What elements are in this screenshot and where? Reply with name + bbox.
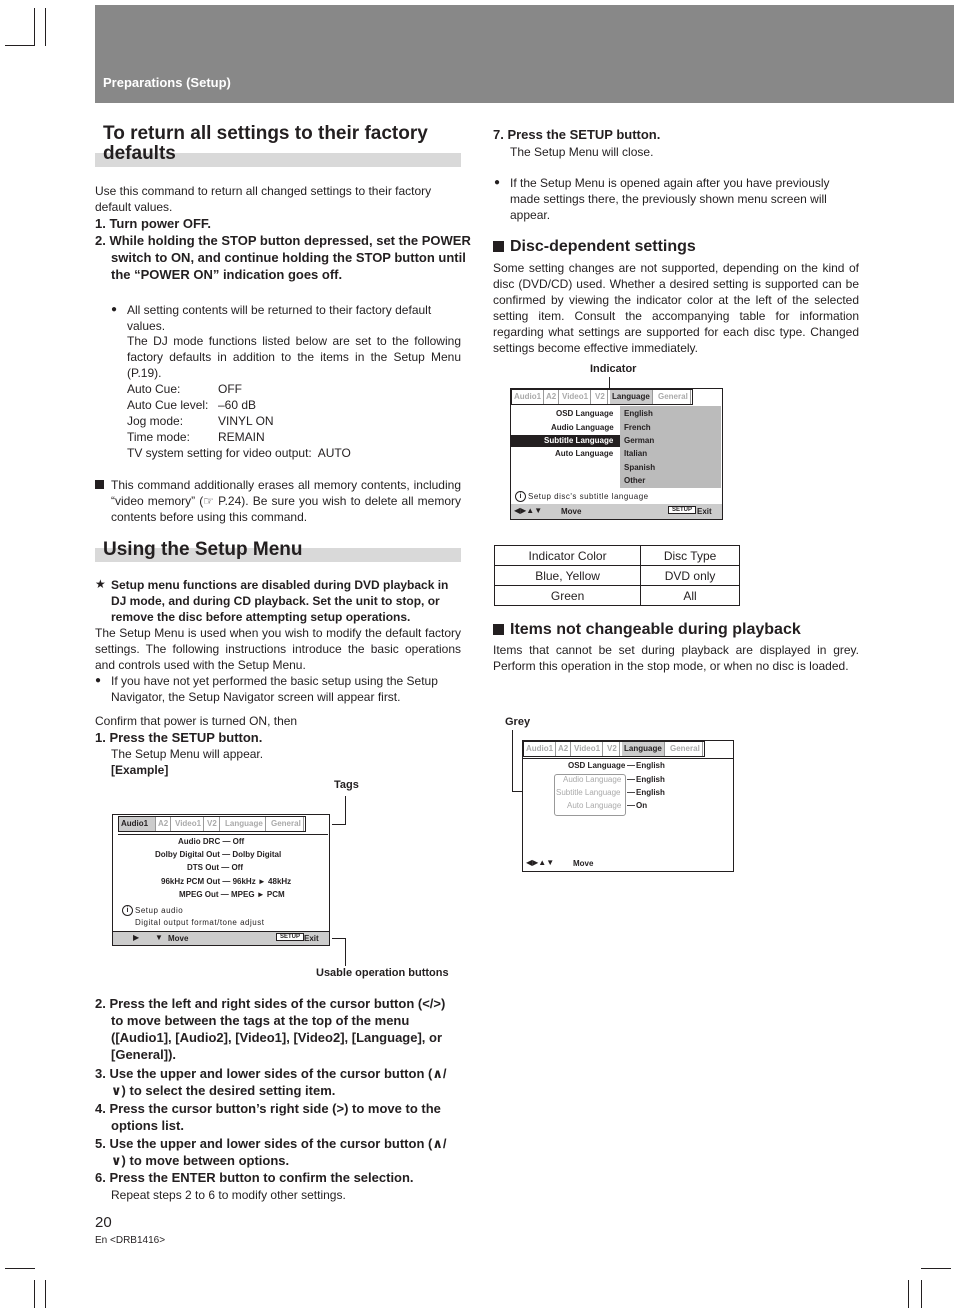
setting-value: English [636, 761, 665, 770]
indicator-disc-table [494, 545, 740, 606]
setting-value: English [636, 788, 665, 797]
table-cell: Green [495, 586, 641, 606]
tab-audio1[interactable]: Audio1 [119, 817, 156, 831]
crop-mark [5, 1268, 35, 1269]
indicator-label: Indicator [590, 363, 637, 375]
tab-video1[interactable]: Video1 [173, 817, 204, 831]
factory-title-line1: To return all settings to their factory [103, 123, 428, 144]
default-value: –60 dB [218, 398, 257, 412]
tab-audio2[interactable]: A2 [556, 742, 571, 756]
language-menu-screen [510, 388, 723, 520]
factory-intro: Use this command to return all changed settings to their factory default values. [95, 184, 432, 214]
tab-language[interactable]: Language [223, 817, 266, 831]
crop-mark [908, 1280, 909, 1308]
tab-video2[interactable]: V2 [605, 742, 620, 756]
setting-value: English [636, 775, 665, 784]
usable-buttons-label: Usable operation buttons [316, 967, 449, 979]
setting-item[interactable]: Auto Language [555, 449, 614, 458]
tab-audio2[interactable]: A2 [156, 817, 171, 831]
setting-item[interactable]: OSD Language [568, 761, 626, 770]
grey-items-screen [522, 740, 734, 872]
setup-step1-sub: The Setup Menu will appear. [111, 747, 264, 761]
table-row [495, 566, 740, 586]
setup-button-icon: SETUP [276, 933, 304, 941]
option-item[interactable]: German [624, 436, 655, 445]
tab-video2[interactable]: V2 [593, 390, 608, 404]
tab-video1[interactable]: Video1 [560, 390, 591, 404]
right-bullet: ● If the Setup Menu is opened again after you have previously made settings there, the previously shown menu screen will appear. [510, 175, 860, 223]
items-not-changeable-title [493, 621, 801, 639]
tab-general[interactable]: General [668, 742, 703, 756]
callout-line [512, 730, 513, 791]
tab-language[interactable]: Language [610, 390, 653, 404]
right-arrow-icon: ▶ [133, 933, 140, 942]
callout-line [332, 938, 346, 939]
setup-step3: 3. Use the upper and lower sides of the cursor button (∧/∨) to select the desired setting item. [95, 1066, 447, 1098]
table-header-row [495, 546, 740, 566]
option-item[interactable]: Italian [624, 449, 648, 458]
default-key: Time mode: [127, 430, 190, 444]
items-text: Items that cannot be set during playback are displayed in grey. Perform this operation in the stop mode, or when no disc is loaded. [493, 643, 859, 673]
option-item[interactable]: English [624, 409, 653, 418]
tab-bar [118, 816, 306, 832]
crop-mark [34, 8, 35, 46]
info-text: Setup disc's subtitle language [528, 492, 649, 501]
setting-row[interactable]: Dolby Digital Out — Dolby Digital [155, 850, 282, 859]
crop-mark [34, 1280, 35, 1308]
table-row [495, 586, 740, 606]
exit-label: Exit [697, 507, 712, 516]
note-square-icon [95, 480, 104, 489]
square-bullet-icon [493, 624, 504, 635]
setup-step6-sub: Repeat steps 2 to 6 to modify other settings. [111, 1188, 346, 1202]
info-icon: i [122, 905, 133, 916]
value-dash: — [627, 801, 635, 810]
default-row [127, 429, 351, 445]
divider [118, 834, 328, 835]
setting-item[interactable]: Audio Language [551, 423, 614, 432]
callout-line [332, 824, 346, 825]
option-item[interactable]: Spanish [624, 463, 656, 472]
default-key: Jog mode: [127, 414, 184, 428]
factory-bullet: ● All setting contents will be returned to their factory default values. [127, 302, 461, 334]
step7: 7. Press the SETUP button. [493, 127, 661, 142]
setting-row[interactable]: Audio DRC — Off [178, 837, 245, 846]
tab-video2[interactable]: V2 [205, 817, 220, 831]
option-item[interactable]: French [624, 423, 651, 432]
default-value: REMAIN [218, 430, 265, 444]
cursor-arrows-icon: ◀▶▲▼ [526, 858, 555, 867]
setting-row[interactable]: MPEG Out — MPEG ► PCM [179, 890, 285, 899]
section-label: Preparations (Setup) [103, 75, 231, 90]
table-header-cell: Indicator Color [495, 546, 641, 566]
tab-video1[interactable]: Video1 [572, 742, 603, 756]
default-key: Auto Cue: [127, 382, 181, 396]
setting-item[interactable]: OSD Language [556, 409, 614, 418]
factory-step2: 2. While holding the STOP button depressed, set the POWER switch to ON, and continue holding the STOP button until the “POWER ON” indication goes off. [95, 233, 471, 282]
tab-general[interactable]: General [269, 817, 304, 831]
factory-title-line2: defaults [103, 143, 176, 164]
setup-step4: 4. Press the cursor button’s right side (>) to move to the options list. [95, 1101, 441, 1133]
cursor-arrows-icon: ◀▶▲▼ [514, 506, 543, 515]
table-cell: Blue, Yellow [495, 566, 641, 586]
square-bullet-icon [493, 241, 504, 252]
items-title-text: Items not changeable during playback [510, 621, 801, 638]
info-icon: i [515, 491, 526, 502]
default-row [127, 397, 351, 413]
table-cell: All [641, 586, 740, 606]
setup-step6: 6. Press the ENTER button to confirm the selection. [95, 1170, 414, 1185]
default-value: OFF [218, 382, 242, 396]
info-line-1: Setup audio [135, 906, 184, 915]
value-dash: — [627, 761, 635, 770]
disc-title-text: Disc-dependent settings [510, 238, 696, 255]
default-key: Auto Cue level: [127, 398, 209, 412]
setting-item-grey[interactable]: Subtitle Language [556, 788, 621, 797]
defaults-list [127, 381, 351, 461]
tab-general[interactable]: General [656, 390, 691, 404]
setting-item-selected[interactable]: Subtitle Language [544, 436, 614, 445]
tab-audio1[interactable]: Audio1 [512, 390, 544, 404]
move-label: Move [561, 507, 582, 516]
setup-step2: 2. Press the left and right sides of the cursor button (</>) to move between the tags at the top of the menu ([Audio1], [Audio2], [Video1], [Video2], [Language], or [General]). [95, 996, 446, 1062]
crop-mark [45, 1280, 46, 1308]
down-arrow-icon: ▼ [155, 933, 163, 942]
grey-label: Grey [505, 716, 531, 728]
dj-text: The DJ mode functions listed below are set to the following factory defaults in addition to the items in the Setup Menu (P.19). [127, 334, 461, 380]
doc-code: En <DRB1416> [95, 1235, 166, 1246]
crop-mark [921, 1268, 951, 1269]
setup-title: Using the Setup Menu [103, 539, 303, 560]
page-number: 20 [95, 1214, 112, 1231]
value-dash: — [627, 788, 635, 797]
crop-mark [921, 1280, 922, 1308]
setup-star-note: Setup menu functions are disabled during DVD playback in DJ mode, and during CD playback. Set the unit to stop, or remove the disc before attempting setup operations. [111, 578, 449, 624]
tab-audio2[interactable]: A2 [544, 390, 559, 404]
crop-mark [45, 8, 46, 46]
setup-menu-screen-example [112, 814, 330, 946]
example-label: [Example] [111, 763, 169, 777]
setup-button-icon: SETUP [668, 506, 696, 514]
default-row [127, 381, 351, 397]
factory-note: This command additionally erases all memory contents, including “video memory” (☞ P.24). Be sure you wish to delete all memory contents before using this command. [111, 478, 461, 524]
default-value: VINYL ON [218, 414, 274, 428]
crop-mark [5, 45, 35, 46]
setting-value: On [636, 801, 648, 810]
tab-language[interactable]: Language [622, 742, 665, 756]
tags-label: Tags [334, 779, 359, 791]
exit-label: Exit [304, 934, 319, 943]
setup-step1: 1. Press the SETUP button. [95, 730, 263, 745]
setup-bullet: ● If you have not yet performed the basic setup using the Setup Navigator, the Setup Navigator screen will appear first. [111, 673, 461, 705]
tab-bar [511, 389, 693, 405]
setup-step5: 5. Use the upper and lower sides of the cursor button (∧/∨) to move between options. [95, 1136, 447, 1168]
setup-confirm: Confirm that power is turned ON, then [95, 714, 298, 728]
setting-row[interactable]: DTS Out — Off [187, 863, 243, 872]
option-item[interactable]: Other [624, 476, 646, 485]
divider [523, 758, 733, 759]
setting-item-grey[interactable]: Audio Language [563, 775, 622, 784]
disc-text: Some setting changes are not supported, depending on the kind of disc (DVD/CD) used. Whether a desired setting is supported can be confirmed by viewing the indicator color at the left of the selected setting item. Consult the accompanying table for information regarding what settings are supported for each disc type. Changed settings become effective immediately. [493, 261, 859, 355]
setting-row[interactable]: 96kHz PCM Out — 96kHz ► 48kHz [161, 877, 292, 886]
callout-line [345, 938, 346, 966]
tab-bar [523, 741, 705, 757]
step7-sub: The Setup Menu will close. [510, 145, 654, 159]
value-dash: — [627, 775, 635, 784]
factory-title [103, 124, 428, 164]
callout-line [345, 796, 346, 824]
setup-para: The Setup Menu is used when you wish to modify the default factory settings. The following instructions introduce the basic operations and controls used with the Setup Menu. [95, 626, 461, 672]
table-header-cell: Disc Type [641, 546, 740, 566]
setting-item-grey[interactable]: Auto Language [567, 801, 622, 810]
move-label: Move [573, 859, 594, 868]
disc-dependent-title [493, 238, 696, 256]
move-label: Move [168, 934, 189, 943]
tab-audio1[interactable]: Audio1 [524, 742, 556, 756]
default-row [127, 413, 351, 429]
star-icon: ★ [95, 577, 106, 591]
table-cell: DVD only [641, 566, 740, 586]
info-line-2: Digital output format/tone adjust [135, 918, 265, 927]
tv-setting: TV system setting for video output: AUTO [127, 446, 351, 460]
factory-step1: 1. Turn power OFF. [95, 216, 212, 231]
